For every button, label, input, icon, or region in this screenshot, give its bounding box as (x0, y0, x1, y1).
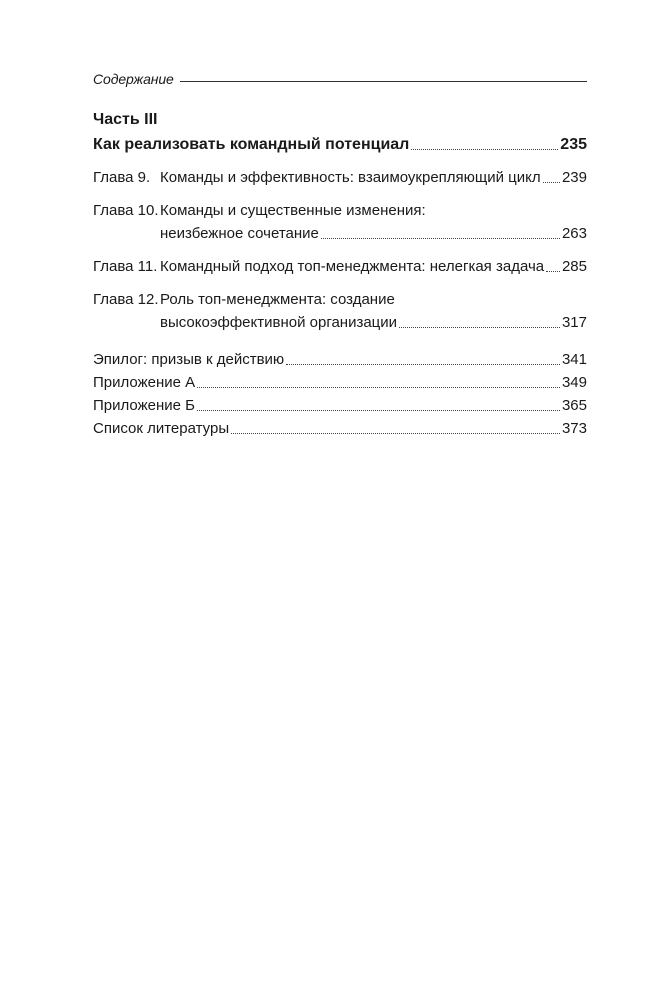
entry-title: Эпилог: призыв к действию (93, 351, 285, 368)
toc-entry-chapter-9[interactable] (93, 166, 587, 189)
table-of-contents (93, 110, 587, 440)
leader-dots (286, 364, 560, 365)
chapter-title: Команды и эффективность: взаимоукрепляющий цикл (160, 169, 541, 186)
page-number: 373 (561, 420, 587, 437)
chapter-title-line-1: Роль топ-менеджмента: создание (160, 291, 395, 308)
chapter-title-line-1: Команды и существенные изменения: (160, 202, 426, 219)
leader-dots (546, 271, 560, 272)
chapter-number: Глава 12. (93, 291, 159, 308)
chapter-title-line-2: неизбежное сочетание (160, 225, 319, 242)
toc-entry-appendix-b[interactable] (93, 394, 587, 417)
chapter-number: Глава 11. (93, 258, 158, 275)
page-number: 349 (561, 374, 587, 391)
leader-dots (197, 387, 560, 388)
header-rule (180, 81, 587, 82)
entry-title: Приложение А (93, 374, 196, 391)
part-title: Как реализовать командный потенциал (93, 136, 410, 153)
page-number: 317 (561, 314, 587, 331)
leader-dots (231, 433, 560, 434)
part-label: Часть III (93, 111, 158, 128)
chapter-number: Глава 10. (93, 202, 159, 219)
leader-dots (399, 327, 560, 328)
page-number: 239 (561, 169, 587, 186)
toc-entry-chapter-12[interactable] (93, 288, 587, 334)
toc-entry-chapter-11[interactable] (93, 255, 587, 278)
leader-dots (321, 238, 560, 239)
leader-dots (197, 410, 560, 411)
page-number: 285 (561, 258, 587, 275)
page-number: 341 (561, 351, 587, 368)
entry-title: Список литературы (93, 420, 230, 437)
chapter-number: Глава 9. (93, 169, 151, 186)
chapter-title-line-2: высокоэффективной организации (160, 314, 398, 331)
toc-entry-epilogue[interactable] (93, 348, 587, 371)
toc-entry-bibliography[interactable] (93, 417, 587, 440)
toc-entry-chapter-10[interactable] (93, 199, 587, 245)
leader-dots (411, 149, 558, 150)
running-header (93, 69, 587, 87)
page-number: 235 (560, 136, 587, 153)
page-number: 365 (561, 397, 587, 414)
entry-title: Приложение Б (93, 397, 195, 414)
leader-dots (543, 182, 560, 183)
header-title: Содержание (93, 71, 174, 87)
toc-entry-part[interactable] (93, 133, 587, 156)
toc-entry-appendix-a[interactable] (93, 371, 587, 394)
page-number: 263 (561, 225, 587, 242)
chapter-title: Командный подход топ-менеджмента: нелегкая задача (160, 258, 545, 275)
